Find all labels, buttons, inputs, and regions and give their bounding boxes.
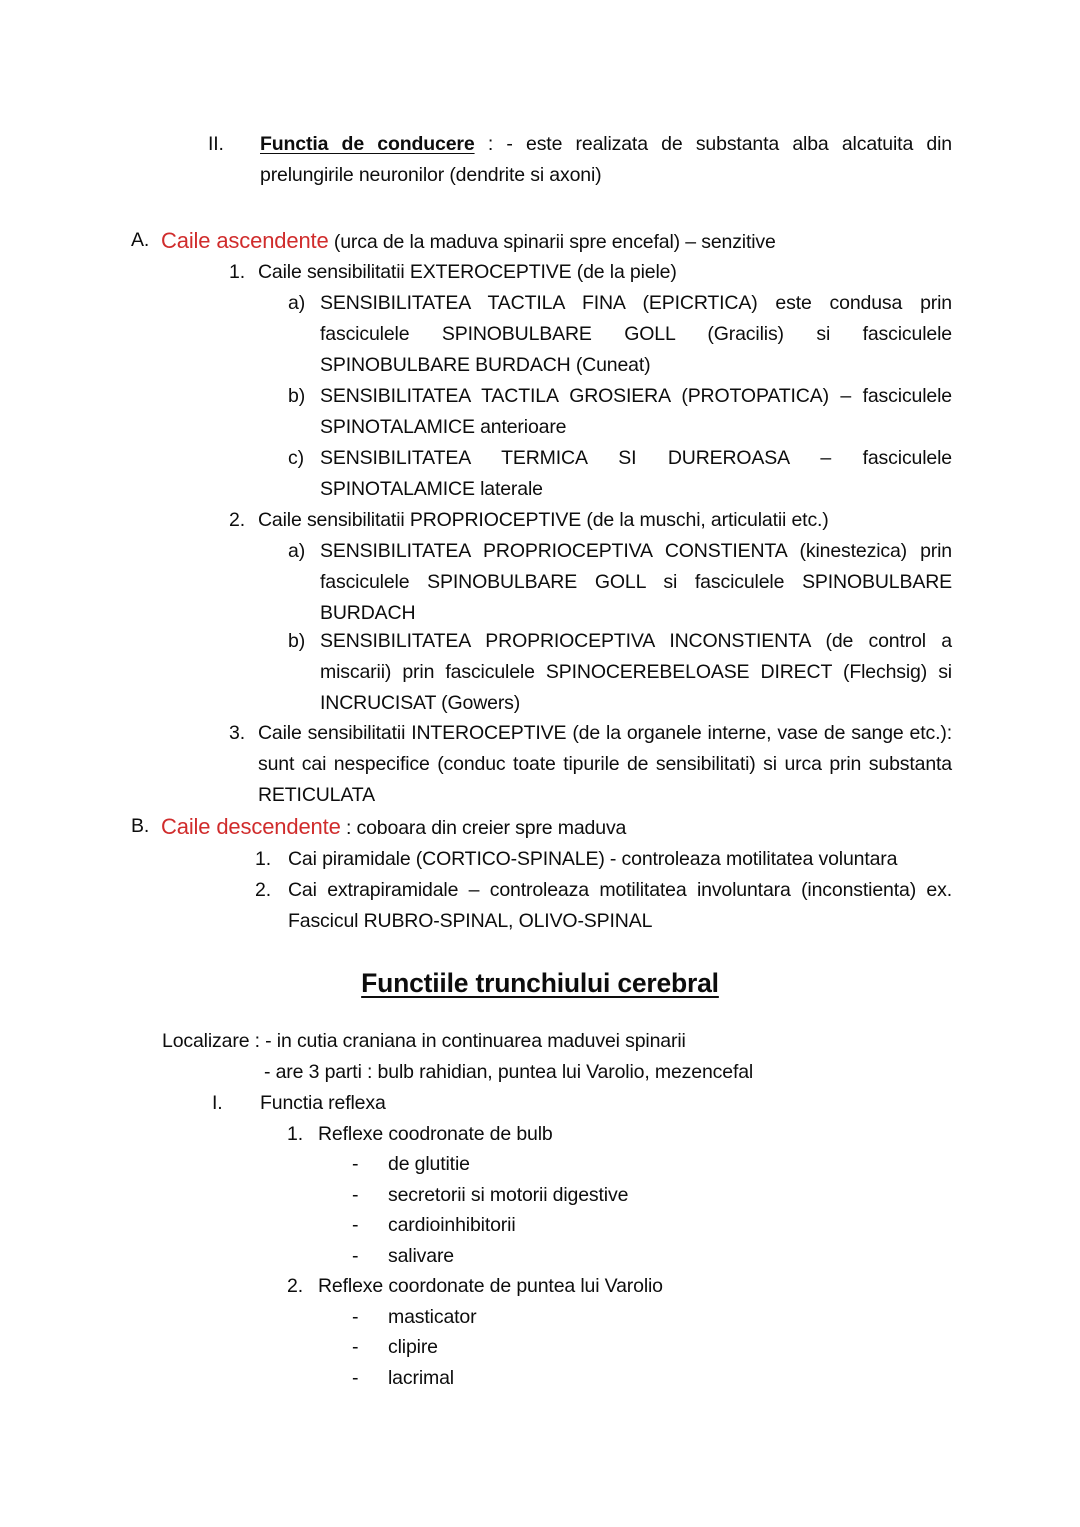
list-item-proprioceptiva-constienta: SENSIBILITATEA PROPRIOCEPTIVA CONSTIENTA (kinestezica) prin fasciculele SPINOBULBARE GOLL si fasciculele SPINOBULBARE BURDACH [320,540,952,624]
list-item-cai-piramidale: Cai piramidale (CORTICO-SPINALE) - controleaza motilitatea voluntara [288,848,898,870]
list-marker-a1b: b) [288,385,306,407]
heading-caile-ascendente [161,225,961,258]
paragraph-functia-de-conducere [260,129,952,191]
list-item-sensibilitatea-termica: SENSIBILITATEA TERMICA SI DUREROASA – fasciculele SPINOTALAMICE laterale [320,447,952,500]
list-marker-b: B. [131,815,150,837]
list-item-reflexe-bulb: Reflexe coodronate de bulb [318,1123,553,1145]
caile-descendente-subtitle: : coboara din creier spre maduva [340,817,627,839]
list-item-exteroceptive: Caile sensibilitatii EXTEROCEPTIVE (de la piele) [258,261,677,283]
list-marker-reflexe-punte: 2. [287,1275,303,1297]
list-item-proprioceptiva-inconstienta: SENSIBILITATEA PROPRIOCEPTIVA INCONSTIENTA (de control a miscarii) prin fasciculele SPINOCEREBELOASE DIRECT (Flechsig) si INCRUCISAT (Gowers) [320,630,952,714]
heading-caile-descendente [161,811,961,844]
bullet-item-glutitie: de glutitie [388,1153,470,1175]
bullet-dash-secretorii: - [352,1184,359,1206]
list-marker-a: A. [131,229,150,251]
bullet-item-cardioinhibitorii: cardioinhibitorii [388,1214,516,1236]
caile-ascendente-title: Caile ascendente [161,228,329,253]
list-marker-a1c: c) [288,447,304,469]
caile-descendente-title: Caile descendente [161,814,341,839]
list-marker-roman-i: I. [212,1092,223,1114]
bullet-item-secretorii: secretorii si motorii digestive [388,1184,629,1206]
list-marker-a3: 3. [229,722,245,744]
list-item-sensibilitatea-tactila-fina: SENSIBILITATEA TACTILA FINA (EPICRTICA) este condusa prin fasciculele SPINOBULBARE GOLL (Gracilis) si fasciculele SPINOBULBARE BURDACH (Cuneat) [320,292,952,376]
list-item-reflexe-punte: Reflexe coordonate de puntea lui Varolio [318,1275,663,1297]
bullet-item-masticator: masticator [388,1306,477,1328]
list-marker-a1: 1. [229,261,245,283]
bullet-item-lacrimal: lacrimal [388,1367,454,1389]
page-title [0,966,1080,1000]
list-item-sensibilitatea-tactila-grosiera: SENSIBILITATEA TACTILA GROSIERA (PROTOPATICA) – fasciculele SPINOTALAMICE anterioare [320,385,952,438]
list-marker-a2b: b) [288,630,306,652]
page-title-text: Functiile trunchiului cerebral [361,968,719,998]
list-item-cai-extrapiramidale: Cai extrapiramidale – controleaza motilitatea involuntara (inconstienta) ex. Fascicul RUBRO-SPINAL, OLIVO-SPINAL [288,879,952,932]
functia-de-conducere-body: : - este realizata de substanta alba alcatuita din prelungirile neuronilor (dendrite si axoni) [260,133,952,186]
list-marker-b1: 1. [255,848,271,870]
bullet-dash-clipire: - [352,1336,359,1358]
bullet-item-salivare: salivare [388,1245,454,1267]
list-marker-a2a: a) [288,540,306,562]
functia-de-conducere-title: Functia de conducere [260,133,475,155]
bullet-dash-masticator: - [352,1306,359,1328]
bullet-item-clipire: clipire [388,1336,438,1358]
list-marker-reflexe-bulb: 1. [287,1123,303,1145]
bullet-dash-glutitie: - [352,1153,359,1175]
bullet-dash-cardioinhibitorii: - [352,1214,359,1236]
caile-ascendente-subtitle: (urca de la maduva spinarii spre encefal) – senzitive [328,231,776,253]
heading-functia-reflexa: Functia reflexa [260,1092,386,1114]
list-marker-roman-ii: II. [208,133,224,155]
localizare-line-1: Localizare : - in cutia craniana in continuarea maduvei spinarii [162,1030,686,1052]
bullet-dash-lacrimal: - [352,1367,359,1389]
bullet-dash-salivare: - [352,1245,359,1267]
list-item-interoceptive: Caile sensibilitatii INTEROCEPTIVE (de la organele interne, vase de sange etc.): sunt cai nespecifice (conduc toate tipurile de sensibilitati) si urca prin substanta RETICULATA [258,722,952,806]
list-marker-a2: 2. [229,509,245,531]
list-marker-b2: 2. [255,879,271,901]
localizare-line-2: - are 3 parti : bulb rahidian, puntea lui Varolio, mezencefal [264,1061,754,1083]
list-item-proprioceptive: Caile sensibilitatii PROPRIOCEPTIVE (de la muschi, articulatii etc.) [258,509,829,531]
list-marker-a1a: a) [288,292,306,314]
